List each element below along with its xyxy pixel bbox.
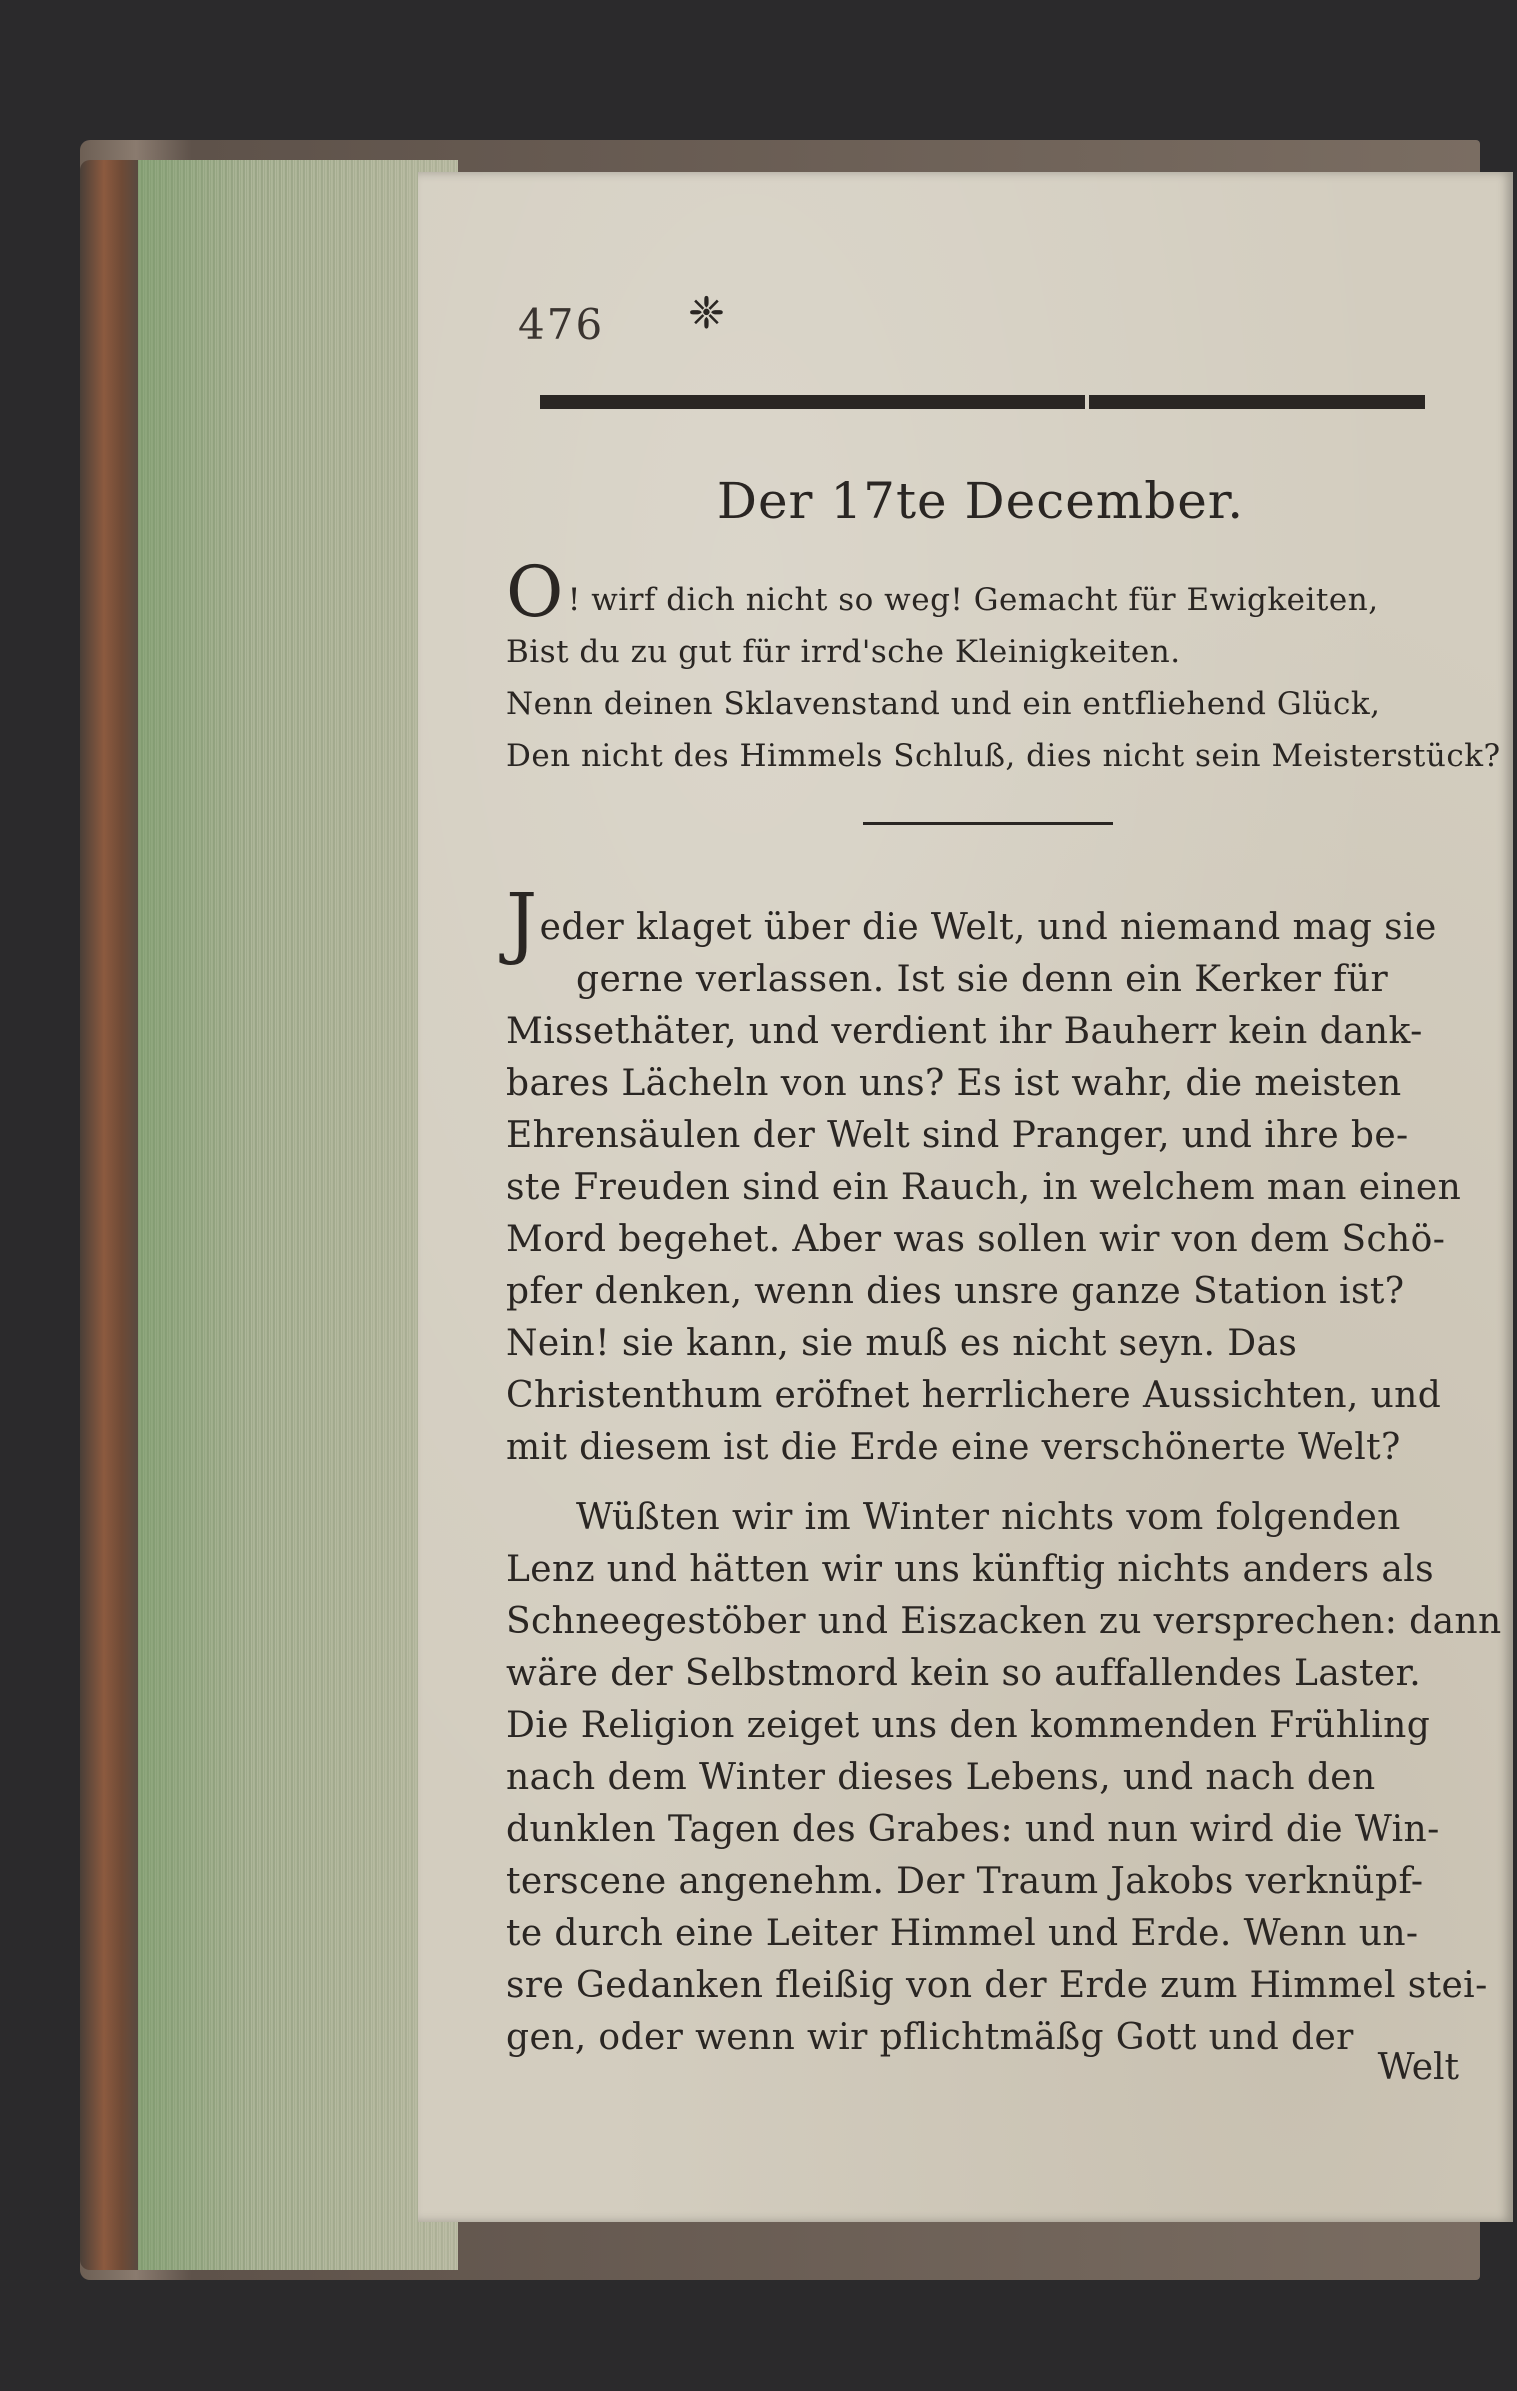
- text-line: sre Gedanken fleißig von der Erde zum Himmel stei-: [506, 1965, 1488, 2006]
- text-line: Nein! sie kann, sie muß es nicht seyn. Das: [506, 1323, 1298, 1364]
- text-line: wäre der Selbstmord kein so auffallendes Laster.: [506, 1653, 1422, 1694]
- header-rule-right: [1089, 395, 1425, 409]
- drop-initial: J: [506, 878, 538, 968]
- catchword: Welt: [1377, 2047, 1459, 2088]
- paragraph-2: [506, 1492, 1502, 2064]
- text-line: mit diesem ist die Erde eine verschönerte Welt?: [506, 1427, 1401, 1468]
- section-divider: [863, 822, 1113, 825]
- text-line: te durch eine Leiter Himmel und Erde. Wenn un-: [506, 1913, 1419, 1954]
- text-line: dunklen Tagen des Grabes: und nun wird die Win-: [506, 1809, 1440, 1850]
- text-line: gerne verlassen. Ist sie denn ein Kerker für: [576, 959, 1389, 1000]
- page-number: 476: [518, 300, 605, 349]
- paragraph-1: [506, 878, 1466, 1474]
- book-spine: [80, 160, 140, 2270]
- verse-line: Nenn deinen Sklavenstand und ein entfliehend Glück,: [506, 686, 1381, 722]
- page-edges: [138, 160, 458, 2270]
- text-line: bares Lächeln von uns? Es ist wahr, die meisten: [506, 1063, 1402, 1104]
- text-line: Lenz und hätten wir uns künftig nichts anders als: [506, 1549, 1435, 1590]
- text-line: Christenthum eröfnet herrlichere Aussichten, und: [506, 1375, 1442, 1416]
- text-line: Ehrensäulen der Welt sind Pranger, und ihre be-: [506, 1115, 1409, 1156]
- ornament-icon: ❈: [688, 288, 725, 339]
- book-page: [418, 172, 1513, 2222]
- text-line: Wüßten wir im Winter nichts vom folgenden: [576, 1497, 1401, 1538]
- text-line: ste Freuden sind ein Rauch, in welchem man einen: [506, 1167, 1462, 1208]
- header-rule-left: [540, 395, 1085, 409]
- verse-initial: O: [506, 551, 564, 633]
- verse-line: Bist du zu gut für irrd'sche Kleinigkeiten.: [506, 634, 1181, 670]
- text-line: Missethäter, und verdient ihr Bauherr kein dank-: [506, 1011, 1423, 1052]
- text-line: Jeder klaget über die Welt, und niemand mag sie: [506, 878, 1437, 968]
- text-line: Schneegestöber und Eiszacken zu versprechen: dann: [506, 1601, 1502, 1642]
- epigraph-verse: [506, 551, 1501, 782]
- page-title: Der 17te December.: [716, 472, 1245, 530]
- verse-line: Den nicht des Himmels Schluß, dies nicht sein Meisterstück?: [506, 738, 1501, 774]
- text-line: Mord begehet. Aber was sollen wir von dem Schö-: [506, 1219, 1446, 1260]
- text-line: terscene angenehm. Der Traum Jakobs verknüpf-: [506, 1861, 1424, 1902]
- text-line: nach dem Winter dieses Lebens, und nach den: [506, 1757, 1376, 1798]
- text-line: pfer denken, wenn dies unsre ganze Station ist?: [506, 1271, 1405, 1312]
- text-line: gen, oder wenn wir pflichtmäßg Gott und der: [506, 2017, 1354, 2058]
- header-rule: [540, 395, 1425, 409]
- verse-line: O ! wirf dich nicht so weg! Gemacht für Ewigkeiten,: [506, 551, 1379, 633]
- text-line: Die Religion zeiget uns den kommenden Frühling: [506, 1705, 1431, 1746]
